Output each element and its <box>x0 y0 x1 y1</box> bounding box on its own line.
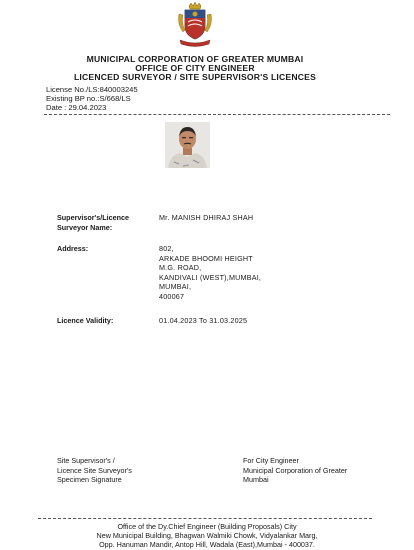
footer-office: Office of the Dy.Chief Engineer (Building Proposals) City <box>117 522 297 531</box>
heading-licences: LICENCED SURVEYOR / SITE SUPERVISOR'S LICENCES <box>73 72 317 82</box>
address-label: Address: <box>57 244 89 253</box>
divider-top <box>44 114 390 115</box>
surveyor-photo <box>165 122 210 168</box>
mcgm-emblem-icon <box>174 2 216 48</box>
issue-date: Date : 29.04.2023 <box>46 103 107 112</box>
validity-value: 01.04.2023 To 31.03.2025 <box>159 316 248 325</box>
city-engineer-signature-block: For City Engineer Municipal Corporation of Greater Mumbai <box>243 456 348 484</box>
existing-bp-number: Existing BP no.:S/668/LS <box>46 94 131 103</box>
divider-bottom <box>38 518 372 519</box>
heading-corporation: MUNICIPAL CORPORATION OF GREATER MUMBAI <box>86 54 304 64</box>
validity-label: Licence Validity: <box>57 316 114 325</box>
surveyor-name-label: Supervisor's/Licence Surveyor Name: <box>57 213 130 232</box>
address-value: 802, ARKADE BHOOMI HEIGHT M.G. ROAD, KANDIVALI (WEST),MUMBAI, MUMBAI, 400067 <box>159 244 262 301</box>
specimen-signature-block: Site Supervisor's / Licence Site Surveyor's Specimen Signature <box>57 456 132 484</box>
surveyor-name-value: Mr. MANISH DHIRAJ SHAH <box>159 213 254 222</box>
footer-address-1: New Municipal Building, Bhagwan Walmiki Chowk, Vidyalankar Marg, <box>96 531 318 540</box>
heading-office: OFFICE OF CITY ENGINEER <box>135 63 255 73</box>
license-number: License No./LS:840003245 <box>46 85 138 94</box>
footer-address-2: Opp. Hanuman Mandir, Antop Hill, Wadala (East),Mumbai - 400037. <box>99 540 315 549</box>
